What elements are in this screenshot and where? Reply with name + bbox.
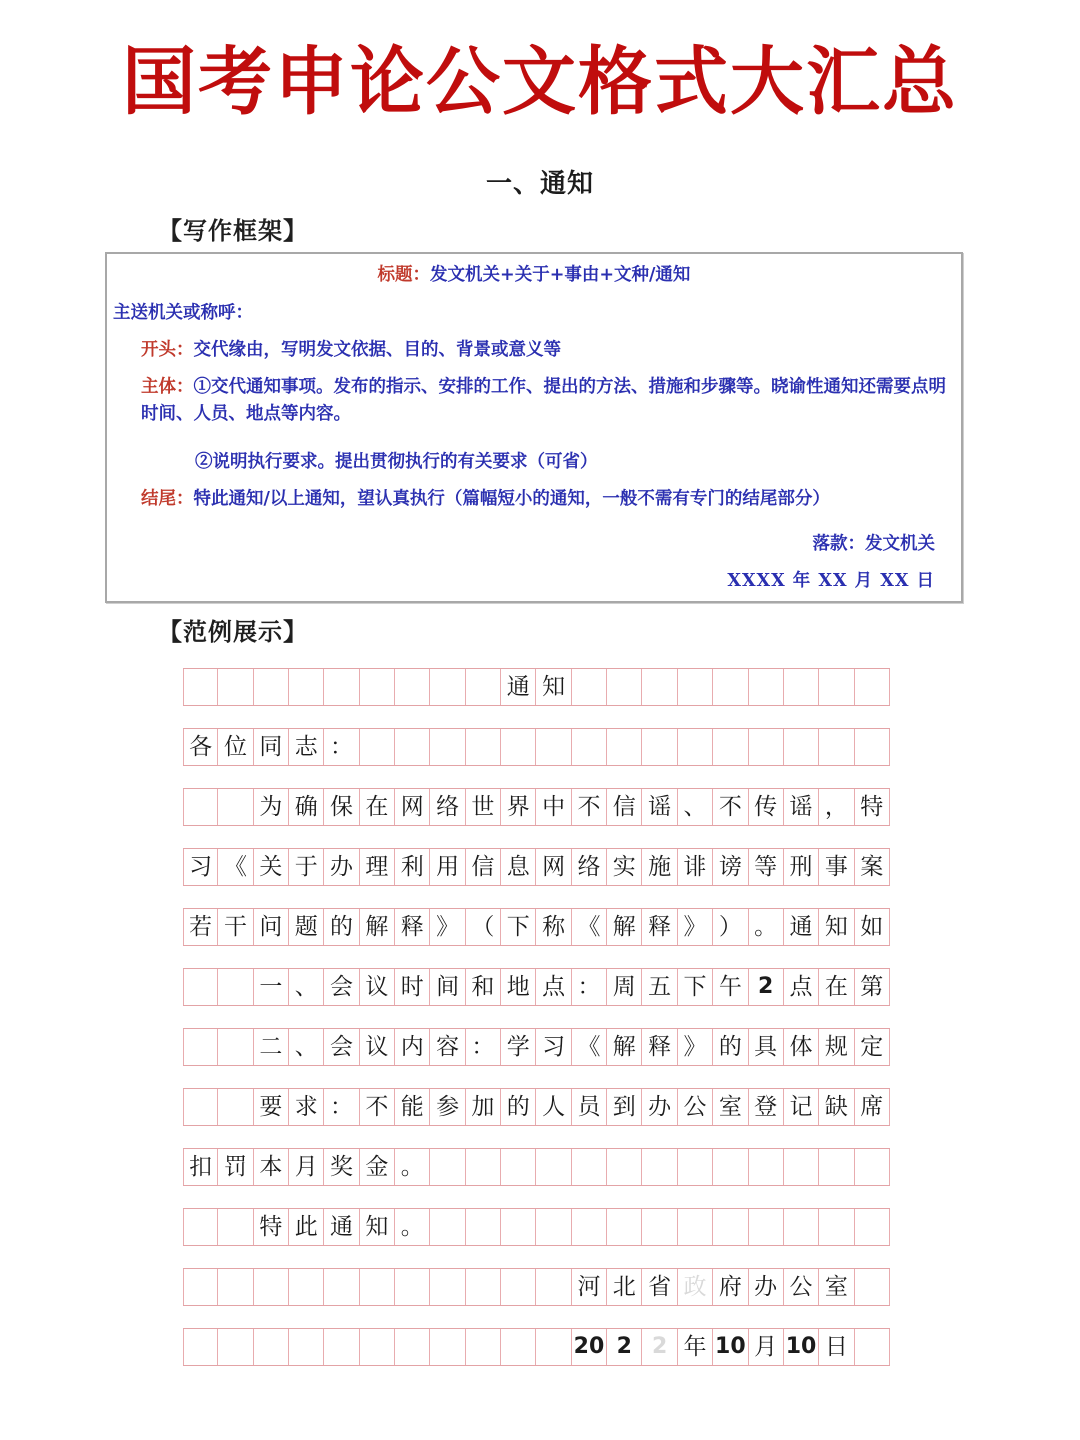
grid-cell [254,1269,289,1305]
grid-cell: 午 [713,969,748,1005]
grid-cell [289,1269,324,1305]
label-writing-framework: 【写作框架】 [158,217,308,245]
writing-framework-box [105,252,963,603]
grid-cell: 若 [183,909,218,945]
framework-title-line [107,262,961,289]
grid-cell [784,729,819,765]
grid-cell: （ [466,909,501,945]
framework-body-text-1: ①交代通知事项。发布的指示、安排的工作、提出的方法、措施和步骤等。晓谕性通知还需要点明时间、人员、地点等内容。 [141,377,946,425]
grid-cell: 容 [430,1029,465,1065]
framework-body-line-1 [141,374,961,428]
closing-row [183,1208,890,1246]
grid-cell [749,1149,784,1185]
grid-cell [678,729,713,765]
grid-cell [183,1269,218,1305]
grid-cell [466,1149,501,1185]
grid-cell [466,1209,501,1245]
grid-cell: 月 [289,1149,324,1185]
label-example-display: 【范例展示】 [158,618,308,646]
grid-cell: 二 [254,1029,289,1065]
grid-cell: 《 [572,909,607,945]
grid-cell: 此 [289,1209,324,1245]
grid-cell: 确 [289,789,324,825]
grid-cell: 年 [678,1329,713,1365]
grid-cell: 员 [572,1089,607,1125]
framework-signature-line [813,531,936,558]
grid-cell [466,729,501,765]
grid-cell: 办 [324,849,359,885]
grid-cell: 议 [360,969,395,1005]
grid-cell [678,669,713,705]
grid-cell [501,1329,536,1365]
grid-cell [430,669,465,705]
grid-spacer-row [183,1246,890,1268]
grid-cell [395,1329,430,1365]
grid-cell: ： [324,729,359,765]
grid-cell [855,1149,890,1185]
framework-ending-tag: 结尾： [141,489,194,509]
grid-cell: 信 [607,789,642,825]
grid-cell: 案 [855,849,890,885]
grid-cell: 体 [784,1029,819,1065]
grid-cell [642,729,677,765]
grid-cell: 《 [218,849,253,885]
grid-cell: 谣 [784,789,819,825]
grid-spacer-row [183,946,890,968]
grid-cell [218,1089,253,1125]
grid-spacer-row [183,1006,890,1028]
grid-cell: 不 [572,789,607,825]
grid-cell [536,1149,571,1185]
framework-recipient-line [113,300,253,327]
grid-spacer-row [183,826,890,848]
grid-cell [784,669,819,705]
grid-spacer-row [183,1186,890,1208]
framework-opening-text: 交代缘由，写明发文依据、目的、背景或意义等 [193,340,561,360]
grid-cell: 本 [254,1149,289,1185]
item-two-row [183,1028,890,1066]
grid-cell [572,1149,607,1185]
grid-cell [749,1209,784,1245]
grid-cell [430,1149,465,1185]
grid-cell [572,669,607,705]
grid-cell: 20 [572,1329,607,1365]
grid-cell [430,1209,465,1245]
grid-cell: 的 [501,1089,536,1125]
grid-spacer-row [183,1066,890,1088]
grid-cell: 通 [324,1209,359,1245]
grid-cell [183,1029,218,1065]
grid-cell: 同 [254,729,289,765]
grid-cell: 府 [713,1269,748,1305]
grid-cell [819,1149,854,1185]
grid-cell [713,1209,748,1245]
grid-cell: 周 [607,969,642,1005]
grid-cell: 规 [819,1029,854,1065]
grid-cell: 为 [254,789,289,825]
grid-spacer-row [183,766,890,788]
grid-cell: 月 [749,1329,784,1365]
body-row-2 [183,848,890,886]
grid-cell [466,669,501,705]
grid-cell: 的 [324,909,359,945]
grid-cell [501,1149,536,1185]
grid-cell: 称 [536,909,571,945]
grid-cell [855,669,890,705]
grid-cell: 通 [501,669,536,705]
grid-cell: 会 [324,1029,359,1065]
grid-cell: 通 [784,909,819,945]
grid-cell: 实 [607,849,642,885]
grid-cell [218,1209,253,1245]
grid-cell: 办 [749,1269,784,1305]
grid-cell: 能 [395,1089,430,1125]
grid-cell: 网 [536,849,571,885]
grid-cell: 如 [855,909,890,945]
grid-cell: 知 [536,669,571,705]
framework-signature-text: 发文机关 [865,534,935,554]
grid-cell [713,1149,748,1185]
grid-cell: 事 [819,849,854,885]
grid-cell: 下 [501,909,536,945]
grid-cell: 谤 [713,849,748,885]
grid-cell [819,669,854,705]
grid-cell: 室 [819,1269,854,1305]
grid-cell [218,1269,253,1305]
grid-cell: 2 [642,1329,677,1365]
grid-cell [536,1329,571,1365]
body-row-3 [183,908,890,946]
grid-cell [289,1329,324,1365]
grid-cell: 特 [855,789,890,825]
body-row-1 [183,788,890,826]
grid-cell: 河 [572,1269,607,1305]
grid-cell [713,729,748,765]
grid-cell: 登 [749,1089,784,1125]
grid-cell [218,1029,253,1065]
grid-cell: 求 [289,1089,324,1125]
grid-cell: 中 [536,789,571,825]
grid-cell: 缺 [819,1089,854,1125]
grid-cell: 席 [855,1089,890,1125]
signature-row [183,1268,890,1306]
grid-cell [395,729,430,765]
grid-cell: 不 [713,789,748,825]
grid-cell: 谣 [642,789,677,825]
grid-spacer-row [183,706,890,728]
grid-cell: 10 [784,1329,819,1365]
grid-cell: 2 [607,1329,642,1365]
grid-cell [678,1149,713,1185]
grid-cell [218,969,253,1005]
grid-cell [501,1269,536,1305]
grid-cell: 、 [678,789,713,825]
grid-cell: 于 [289,849,324,885]
grid-cell: 和 [466,969,501,1005]
grid-cell: 、 [289,1029,324,1065]
grid-cell [642,1209,677,1245]
grid-cell [855,729,890,765]
framework-body-tag: 主体： [141,377,194,397]
grid-cell: 解 [360,909,395,945]
grid-cell: 。 [395,1149,430,1185]
grid-cell [501,1209,536,1245]
grid-cell [607,729,642,765]
grid-cell: 扣 [183,1149,218,1185]
grid-cell [360,729,395,765]
requirement-row [183,1088,890,1126]
grid-cell: 信 [466,849,501,885]
grid-cell [254,1329,289,1365]
grid-cell: 。 [749,909,784,945]
grid-cell [218,669,253,705]
grid-cell [395,1269,430,1305]
grid-cell: 的 [713,1029,748,1065]
grid-cell [254,669,289,705]
grid-cell: 定 [855,1029,890,1065]
grid-cell: 省 [642,1269,677,1305]
grid-cell: 北 [607,1269,642,1305]
grid-cell: 时 [395,969,430,1005]
grid-cell: 题 [289,909,324,945]
grid-cell: ： [466,1029,501,1065]
grid-cell [607,669,642,705]
grid-cell: 在 [360,789,395,825]
grid-cell: 《 [572,1029,607,1065]
grid-cell [430,729,465,765]
page-title: 国考申论公文格式大汇总 [122,39,958,125]
grid-cell: 解 [607,909,642,945]
grid-cell [607,1149,642,1185]
grid-cell: 第 [855,969,890,1005]
grid-cell [324,1329,359,1365]
grid-cell: 。 [395,1209,430,1245]
framework-signature-tag: 落款： [812,534,865,554]
grid-cell: 等 [749,849,784,885]
grid-cell [678,1209,713,1245]
grid-cell [430,1329,465,1365]
grid-cell: ， [819,789,854,825]
grid-cell: 金 [360,1149,395,1185]
doc-title-row [183,668,890,706]
grid-cell: 地 [501,969,536,1005]
grid-cell [642,1149,677,1185]
grid-cell [501,729,536,765]
grid-cell: 罚 [218,1149,253,1185]
item-one-row [183,968,890,1006]
grid-cell [183,789,218,825]
grid-cell [324,1269,359,1305]
grid-cell: 世 [466,789,501,825]
grid-spacer-row [183,1126,890,1148]
grid-cell: 、 [289,969,324,1005]
date-row [183,1328,890,1366]
grid-cell: 习 [536,1029,571,1065]
grid-cell: 》 [430,909,465,945]
framework-opening-line [141,337,561,364]
grid-cell [360,1329,395,1365]
section-heading-notice: 一、通知 [485,169,594,199]
grid-cell: 保 [324,789,359,825]
grid-cell [749,669,784,705]
grid-cell [642,669,677,705]
grid-cell: 点 [536,969,571,1005]
grid-cell: 日 [819,1329,854,1365]
grid-cell [183,969,218,1005]
grid-cell [607,1209,642,1245]
salutation-row [183,728,890,766]
grid-cell [855,1269,890,1305]
grid-cell: 知 [360,1209,395,1245]
grid-cell: 办 [642,1089,677,1125]
grid-cell [572,729,607,765]
grid-cell: 络 [572,849,607,885]
grid-cell: 息 [501,849,536,885]
grid-cell: 五 [642,969,677,1005]
grid-cell: 解 [607,1029,642,1065]
grid-cell: 习 [183,849,218,885]
grid-cell [855,1329,890,1365]
grid-cell: 刑 [784,849,819,885]
grid-cell: 干 [218,909,253,945]
grid-cell: 要 [254,1089,289,1125]
grid-cell: 人 [536,1089,571,1125]
grid-cell [466,1329,501,1365]
grid-cell: 会 [324,969,359,1005]
grid-cell: 下 [678,969,713,1005]
grid-cell [183,1089,218,1125]
grid-cell: 利 [395,849,430,885]
framework-title-text: 发文机关+关于+事由+文种/通知 [430,265,691,285]
grid-spacer-row [183,886,890,908]
grid-cell [855,1209,890,1245]
grid-cell: 志 [289,729,324,765]
grid-cell [183,669,218,705]
grid-cell [430,1269,465,1305]
grid-cell: 10 [713,1329,748,1365]
grid-cell: 释 [642,909,677,945]
grid-cell: 释 [395,909,430,945]
grid-cell [784,1209,819,1245]
grid-cell: 点 [784,969,819,1005]
framework-title-tag: 标题： [377,265,431,285]
grid-cell [395,669,430,705]
grid-spacer-row [183,1306,890,1328]
grid-cell: 加 [466,1089,501,1125]
framework-date-line [727,568,935,595]
framework-body-line-2 [195,449,598,476]
framework-ending-text: 特此通知/以上通知，望认真执行（篇幅短小的通知，一般不需有专门的结尾部分） [193,489,830,509]
framework-opening-tag: 开头： [141,340,194,360]
grid-cell [289,669,324,705]
grid-cell [784,1149,819,1185]
framework-recipient-text: 主送机关或称呼： [113,303,253,323]
grid-cell: 2 [749,969,784,1005]
grid-cell: 施 [642,849,677,885]
grid-cell: ： [324,1089,359,1125]
grid-cell: 问 [254,909,289,945]
grid-cell: 诽 [678,849,713,885]
grid-cell: 》 [678,1029,713,1065]
grid-cell: 界 [501,789,536,825]
grid-cell: 政 [678,1269,713,1305]
grid-cell: 不 [360,1089,395,1125]
example-grid-paper [183,668,890,1366]
grid-cell: 各 [183,729,218,765]
framework-ending-line [141,486,830,513]
grid-cell: 到 [607,1089,642,1125]
grid-cell [218,789,253,825]
framework-body-text-2: ②说明执行要求。提出贯彻执行的有关要求（可省） [195,452,598,472]
framework-date-text: XXXX 年 XX 月 XX 日 [727,571,935,591]
grid-cell [536,1209,571,1245]
grid-cell: 记 [784,1089,819,1125]
grid-cell: 公 [678,1089,713,1125]
grid-cell: ： [572,969,607,1005]
grid-cell [536,729,571,765]
grid-cell [183,1209,218,1245]
grid-cell [749,729,784,765]
grid-cell: 络 [430,789,465,825]
grid-cell: 用 [430,849,465,885]
grid-cell: 议 [360,1029,395,1065]
grid-cell: 释 [642,1029,677,1065]
grid-cell [360,1269,395,1305]
grid-cell: 在 [819,969,854,1005]
penalty-row [183,1148,890,1186]
grid-cell: 间 [430,969,465,1005]
grid-cell [713,669,748,705]
grid-cell: 传 [749,789,784,825]
grid-cell: 具 [749,1029,784,1065]
grid-cell: 知 [819,909,854,945]
grid-cell: 参 [430,1089,465,1125]
grid-cell [324,669,359,705]
grid-cell: 室 [713,1089,748,1125]
grid-cell [183,1329,218,1365]
grid-cell: 奖 [324,1149,359,1185]
grid-cell: 学 [501,1029,536,1065]
grid-cell: 公 [784,1269,819,1305]
grid-cell [536,1269,571,1305]
grid-cell: 内 [395,1029,430,1065]
grid-cell: 》 [678,909,713,945]
grid-cell [819,729,854,765]
grid-cell [819,1209,854,1245]
grid-cell: 特 [254,1209,289,1245]
grid-cell: 理 [360,849,395,885]
grid-cell: 一 [254,969,289,1005]
grid-cell: 位 [218,729,253,765]
grid-cell: 关 [254,849,289,885]
grid-cell [360,669,395,705]
grid-cell [218,1329,253,1365]
grid-cell: ） [713,909,748,945]
grid-cell [466,1269,501,1305]
grid-cell [572,1209,607,1245]
grid-cell: 网 [395,789,430,825]
